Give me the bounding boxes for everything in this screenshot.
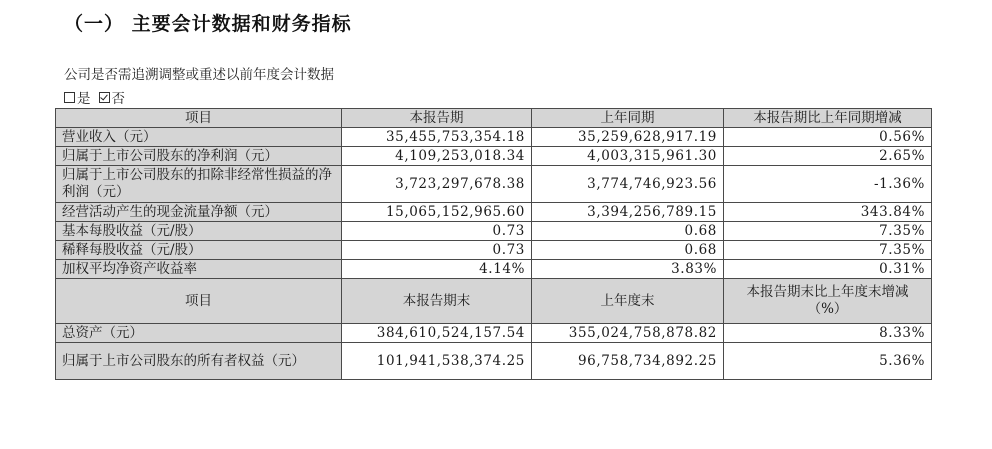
change-value: 0.56%: [724, 128, 932, 147]
prior-period-value: 3.83%: [532, 260, 724, 279]
table-row: [56, 128, 932, 147]
column-header: 上年度末: [532, 279, 724, 324]
change-value: 7.35%: [724, 222, 932, 241]
column-header: 本报告期比上年同期增减: [724, 109, 932, 128]
row-label: 总资产（元）: [56, 324, 342, 343]
prior-period-value: 3,394,256,789.15: [532, 203, 724, 222]
current-period-value: 0.73: [342, 222, 532, 241]
change-value: 0.31%: [724, 260, 932, 279]
option-no-label: 否: [111, 91, 125, 107]
table-row: [56, 147, 932, 166]
row-label: 加权平均净资产收益率: [56, 260, 342, 279]
change-value: 5.36%: [724, 343, 932, 380]
column-header: 上年同期: [532, 109, 724, 128]
prior-period-value: 3,774,746,923.56: [532, 166, 724, 203]
current-period-value: 35,455,753,354.18: [342, 128, 532, 147]
table-row: [56, 241, 932, 260]
table-row: [56, 324, 932, 343]
row-label: 稀释每股收益（元/股）: [56, 241, 342, 260]
option-no[interactable]: [99, 87, 126, 107]
prior-period-value: 35,259,628,917.19: [532, 128, 724, 147]
column-header: 本报告期末比上年度末增减（%）: [724, 279, 932, 324]
change-value: 7.35%: [724, 241, 932, 260]
row-label: 基本每股收益（元/股）: [56, 222, 342, 241]
row-label: 经营活动产生的现金流量净额（元）: [56, 203, 342, 222]
row-label: 归属于上市公司股东的扣除非经常性损益的净利润（元）: [56, 166, 342, 203]
checked-checkbox-icon[interactable]: [99, 92, 110, 103]
change-value: 8.33%: [724, 324, 932, 343]
period-end-value: 101,941,538,374.25: [342, 343, 532, 380]
change-value: 2.65%: [724, 147, 932, 166]
checkbox-icon[interactable]: [64, 92, 75, 103]
prior-period-value: 0.68: [532, 241, 724, 260]
table-row: [56, 260, 932, 279]
column-header: 项目: [56, 109, 342, 128]
restatement-options: [64, 87, 125, 107]
current-period-value: 4,109,253,018.34: [342, 147, 532, 166]
prior-period-value: 4,003,315,961.30: [532, 147, 724, 166]
row-label: 归属于上市公司股东的净利润（元）: [56, 147, 342, 166]
current-period-value: 0.73: [342, 241, 532, 260]
table-header-row: [56, 109, 932, 128]
option-yes-label: 是: [77, 91, 91, 107]
financial-data-table: [55, 108, 932, 380]
table-row: [56, 343, 932, 380]
prior-year-end-value: 96,758,734,892.25: [532, 343, 724, 380]
period-end-value: 384,610,524,157.54: [342, 324, 532, 343]
table-row: [56, 203, 932, 222]
table-header-row: [56, 279, 932, 324]
column-header: 本报告期末: [342, 279, 532, 324]
current-period-value: 15,065,152,965.60: [342, 203, 532, 222]
table-row: [56, 166, 932, 203]
section-heading: （一） 主要会计数据和财务指标: [64, 13, 352, 35]
row-label: 归属于上市公司股东的所有者权益（元）: [56, 343, 342, 380]
change-value: -1.36%: [724, 166, 932, 203]
change-value: 343.84%: [724, 203, 932, 222]
restatement-question: 公司是否需追溯调整或重述以前年度会计数据: [64, 67, 334, 83]
current-period-value: 4.14%: [342, 260, 532, 279]
table-row: [56, 222, 932, 241]
column-header: 本报告期: [342, 109, 532, 128]
prior-period-value: 0.68: [532, 222, 724, 241]
current-period-value: 3,723,297,678.38: [342, 166, 532, 203]
prior-year-end-value: 355,024,758,878.82: [532, 324, 724, 343]
row-label: 营业收入（元）: [56, 128, 342, 147]
option-yes[interactable]: [64, 87, 91, 107]
column-header: 项目: [56, 279, 342, 324]
